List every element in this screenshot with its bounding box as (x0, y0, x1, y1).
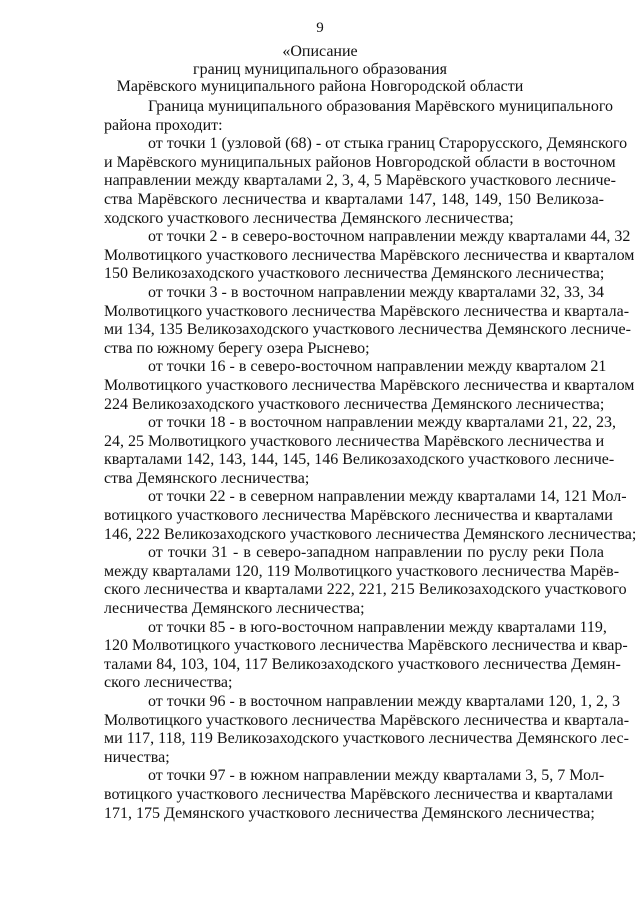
paragraph-line: от точки 3 - в восточном направлении между кварталами 32, 33, 34 (148, 283, 605, 301)
document-body (104, 98, 637, 823)
paragraph-line: от точки 18 - в восточном направлении между кварталами 21, 22, 23, (148, 414, 617, 432)
paragraph-line: Молвотицкого участкового лесничества Марёвского лесничества и кварталом (104, 376, 635, 394)
paragraph-line: ского лесничества и кварталами 222, 221, 215 Великозаходского участкового (104, 581, 627, 599)
paragraph-line: Граница муниципального образования Марёвского муниципального (148, 98, 614, 115)
paragraph-line: от точки 2 - в северо-восточном направлении между кварталами 44, 32 (148, 228, 631, 246)
paragraph-line: от точки 96 - в восточном направлении между кварталами 120, 1, 2, 3 (148, 693, 621, 710)
title-line-3: Марёвского муниципального района Новгородской области (116, 78, 524, 95)
paragraph (104, 358, 635, 414)
paragraph-line: ми 117, 118, 119 Великозаходского участкового лесничества Демянского лес- (104, 730, 629, 748)
paragraph (104, 283, 631, 358)
paragraph-line: между кварталами 120, 119 Молвотицкого участкового лесничества Марёв- (104, 562, 620, 580)
paragraph (104, 767, 613, 823)
paragraph-line: 171, 175 Демянского участкового лесничества Демянского лесничества; (104, 804, 595, 822)
paragraph-line: от точки 85 - в юго-восточном направлении между кварталами 119, (148, 618, 607, 636)
paragraph-line: лесничества Демянского лесничества; (104, 600, 365, 618)
paragraph-line: района проходит: (104, 116, 223, 134)
paragraph (104, 228, 635, 284)
paragraph-line: от точки 97 - в южном направлении между кварталами 3, 5, 7 Мол- (148, 767, 605, 785)
paragraph-line: Молвотицкого участкового лесничества Марёвского лесничества и квартала- (104, 711, 630, 729)
paragraph (104, 98, 614, 135)
paragraph (104, 488, 637, 544)
paragraph-line: от точки 16 - в северо-восточном направлении между кварталом 21 (148, 358, 607, 376)
paragraph-line: ского лесничества; (104, 674, 233, 692)
page-number: 9 (316, 20, 324, 36)
paragraph-line: ходского участкового лесничества Демянского лесничества; (104, 209, 514, 227)
paragraph (104, 693, 630, 767)
paragraph-line: 120 Молвотицкого участкового лесничества Марёвского лесничества и квар- (104, 637, 628, 655)
paragraph-line: Молвотицкого участкового лесничества Марёвского лесничества и кварталом (104, 246, 635, 264)
paragraph-line: ства Марёвского лесничества и кварталами 147, 148, 149, 150 Великоза- (104, 190, 604, 208)
paragraph-line: от точки 31 - в северо-западном направлении по руслу реки Пола (148, 544, 604, 562)
paragraph-line: талами 84, 103, 104, 117 Великозаходского участкового лесничества Демян- (104, 655, 621, 673)
document-title (0, 43, 640, 96)
paragraph-line: 146, 222 Великозаходского участкового лесничества Демянского лесничества; (104, 525, 637, 543)
paragraph-line: вотицкого участкового лесничества Марёвского лесничества и кварталами (104, 785, 613, 803)
paragraph-line: 150 Великозаходского участкового лесничества Демянского лесничества; (104, 265, 605, 283)
title-line-2: границ муниципального образования (193, 60, 447, 78)
paragraph (104, 135, 628, 228)
paragraph-line: от точки 22 - в северном направлении между кварталами 14, 121 Мол- (148, 488, 627, 506)
paragraph-line: вотицкого участкового лесничества Марёвского лесничества и кварталами (104, 507, 613, 525)
paragraph-line: кварталами 142, 143, 144, 145, 146 Великозаходского участкового лесниче- (104, 451, 615, 469)
paragraph-line: ства по южному берегу озера Рыснево; (104, 339, 370, 357)
paragraph-line: Молвотицкого участкового лесничества Марёвского лесничества и квартала- (104, 302, 630, 320)
paragraph-line: от точки 1 (узловой (68) - от стыка границ Старорусского, Демянского (148, 135, 628, 153)
paragraph (104, 414, 617, 488)
paragraph-line: 224 Великозаходского участкового лесничества Демянского лесничества; (104, 395, 605, 413)
paragraph-line: 24, 25 Молвотицкого участкового лесничества Марёвского лесничества и (104, 432, 605, 450)
paragraph-line: ства Демянского лесничества; (104, 469, 310, 487)
paragraph (104, 544, 627, 618)
title-line-1: «Описание (282, 43, 358, 60)
paragraph-line: направлении между кварталами 2, 3, 4, 5 Марёвского участкового лесниче- (104, 172, 616, 190)
paragraph-line: ничества; (104, 748, 170, 766)
paragraph-line: и Марёвского муниципальных районов Новгородской области в восточном (104, 153, 616, 171)
paragraph-line: ми 134, 135 Великозаходского участкового лесничества Демянского лесниче- (104, 321, 631, 339)
paragraph (104, 618, 628, 693)
